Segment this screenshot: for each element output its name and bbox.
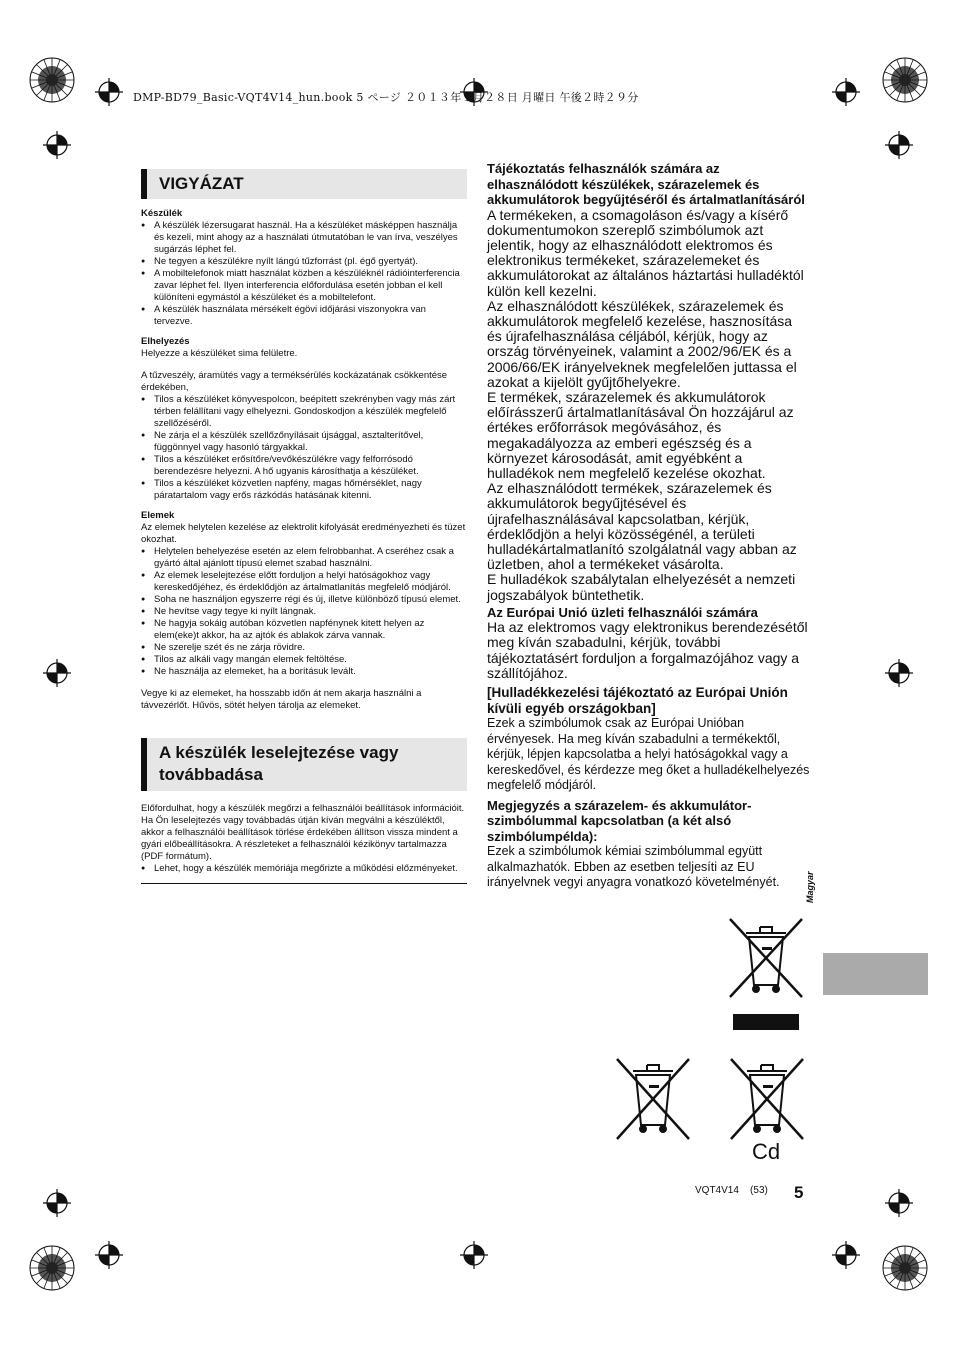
battery-heading: Elemek — [141, 510, 175, 521]
list-item: ● Soha ne használjon egyszerre régi és új, illetve különböző típusú elemet. — [141, 594, 467, 606]
info-paragraph: E termékek, szárazelemek és akkumulátorok előírásszerű ártalmatlanításával Ön hozzájárul az értékes erőforrások megóvásához, és megakadályozza az emberi egészség és a környezet károsodását, amit egyébként a hulladékok nem megfelelő kezelése okozhat. — [487, 388, 794, 481]
list-item: ● Lehet, hogy a készülék memóriája megőrizte a működési előzményeket. — [141, 863, 467, 875]
list-item: ● Tilos a készüléket közvetlen napfény, magas hőmérséklet, nagy páratartalom vagy erős rázkódás hatásának kitenni. — [141, 478, 467, 502]
info-paragraph: Az elhasználódott készülékek, szárazelemek és akkumulátorok megfelelő kezelése, hasznosítása és újrafelhasználása céljából, kérjük, hogy az ország törvényeinek, valamint a 2002/96/EK és a 2006/66/EK irányelveknek megfelelően juttassa el azokat a kijelölt gyűjtőhelyekre. — [487, 297, 797, 390]
page-reference: (53) — [750, 1185, 768, 1196]
language-tab — [823, 953, 928, 995]
page-number: 5 — [794, 1183, 804, 1202]
disposal-title: A készülék leselejtezése vagy továbbadása — [141, 738, 467, 791]
battery-outro: Vegye ki az elemeket, ha hosszabb időn át nem akarja használni a távvezérlőt. Hűvös, sötét helyen tárolja az elemeket. — [141, 688, 422, 711]
document-code: VQT4V14 — [695, 1185, 739, 1196]
list-item: ● Az elemek leselejtezése előtt forduljon a helyi hatóságokhoz vagy kereskedőjéhez, és érdeklődjön az ártalmatlanítás megfelelő módjáról. — [141, 570, 467, 594]
list-item: ● Tilos az alkáli vagy mangán elemek feltöltése. — [141, 654, 467, 666]
footer-code — [695, 1185, 768, 1196]
crossed-bin-icon — [726, 915, 806, 999]
placement-text: Helyezze a készüléket sima felületre. — [141, 348, 298, 359]
language-tab-label: Magyar — [805, 871, 815, 903]
list-item: ● Tilos a készüléket könyvespolcon, beépített szekrényben vagy más zárt térben felállítani vagy elhelyezni. Gondoskodjon a készülék megfelelő szellőzéséről. — [141, 394, 467, 430]
list-item: ● Ne zárja el a készülék szellőzőnyílásait újsággal, asztalterítővel, függönnyel vagy hasonló tárgyakkal. — [141, 430, 467, 454]
battery-symbol-heading: Megjegyzés a szárazelem- és akkumulátor-szimbólummal kapcsolatban (a két alsó szimbólumpélda): — [487, 797, 752, 844]
info-paragraph: Az elhasználódott termékek, szárazelemek és akkumulátorok begyűjtésével és újrafelhasználásával kapcsolatban, kérjük, érdeklődjön a helyi közösségénél, a területi hulladékártalmatlanító szolgálatnál vagy abban az üzletben, ahol a termékeket vásárolta. — [487, 480, 797, 573]
info-paragraph: A termékeken, a csomagoláson és/vagy a kísérő dokumentumokon szereplő szimbólumok azt jelentik, hogy az elhasználódott elektromos és elektronikus termékeket, szárazelemeket és akkumulátorokat az általános háztartási hulladéktól külön kell kezelni. — [487, 206, 804, 299]
cd-label: Cd — [752, 1139, 781, 1164]
non-eu-text: Ezek a szimbólumok csak az Európai Unióban érvényesek. Ha meg kíván szabadulni a termékektől, kérjük, lépjen kapcsolatba a helyi hatóságokkal vagy a kereskedővel, és kérdezze meg őket a hulladékelhelyezés megfelelő módjáról. — [487, 716, 810, 793]
fire-list — [141, 394, 467, 502]
print-header: DMP-BD79_Basic-VQT4V14_hun.book 5 ページ ２０１３年１月２８日 月曜日 午後２時２９分 — [133, 91, 639, 104]
battery-intro: Az elemek helytelen kezelése az elektrolit kifolyását eredményezheti és tüzet okozhat. — [141, 522, 466, 545]
divider — [141, 883, 467, 884]
list-item: ● Ne hevítse vagy tegye ki nyílt lángnak. — [141, 606, 467, 618]
crossed-bin-icon — [613, 1057, 693, 1141]
crossed-bin-icon — [727, 1057, 807, 1141]
list-item: ● Tilos a készüléket erősítőre/vevőkészülékre vagy felforrósodó berendezésre helyezni. A hő ugyanis károsíthatja a készüléket. — [141, 454, 467, 478]
eu-text: Ha az elektromos vagy elektronikus berendezésétől meg kíván szabadulni, kérjük, további tájékoztatásért forduljon a forgalmazójához vagy a szállítójához. — [487, 619, 808, 681]
disposal-text: Előfordulhat, hogy a készülék megőrzi a felhasználói beállítások információit. Ha Ön leselejtezés vagy továbbadás útján kíván megválni a készüléktől, akkor a felhasználói beállítások törlése érdekében állítson vissza mindent a gyári előbeállításokra. A részleteket a felhasználói kézikönyv tartalmazza (PDF formátum). — [141, 803, 465, 862]
non-eu-heading: [Hulladékkezelési tájékoztató az Európai Unión kívüli egyéb országokban] — [487, 685, 788, 716]
battery-list — [141, 546, 467, 678]
fire-intro: A tűzveszély, áramütés vagy a terméksérülés kockázatának csökkentése érdekében, — [141, 370, 448, 393]
battery-symbol-text: Ezek a szimbólumok kémiai szimbólummal együtt alkalmazhatók. Ebben az esetben teljesíti az EU irányelvnek vegyi anyagra vonatkozó követelményét. — [487, 844, 780, 890]
list-item: ● Helytelen behelyezése esetén az elem felrobbanhat. A cseréhez csak a gyártó által ajánlott típusú elemet szabad használni. — [141, 546, 467, 570]
list-item: ● Ne tegyen a készülékre nyílt lángú tűzforrást (pl. égő gyertyát). — [141, 256, 467, 268]
list-item: ● A mobiltelefonok miatt használat közben a készüléknél rádióinterferencia zavar léphet fel. Ilyen interferencia előfordulása esetén jobban el kell különíteni egymástól a készüléket és a mobiltelefont. — [141, 268, 467, 304]
caution-title: VIGYÁZAT — [141, 169, 467, 199]
solid-bar — [733, 1014, 799, 1030]
left-column — [141, 169, 467, 884]
info-heading: Tájékoztatás felhasználók számára az elhasználódott készülékek, szárazelemek és akkumulátorok begyűjtéséről és ártalmatlanításáról — [487, 161, 805, 207]
device-heading: Készülék — [141, 208, 183, 219]
eu-heading: Az Európai Unió üzleti felhasználói számára — [487, 604, 758, 620]
disposal-list — [141, 863, 467, 875]
info-paragraph: E hulladékok szabálytalan elhelyezését a nemzeti jogszabályok büntethetik. — [487, 571, 796, 603]
list-item: ● Ne szerelje szét és ne zárja rövidre. — [141, 642, 467, 654]
list-item: ● A készülék használata mérsékelt égövi időjárási viszonyokra van tervezve. — [141, 304, 467, 328]
device-list — [141, 220, 467, 328]
placement-heading: Elhelyezés — [141, 336, 190, 347]
list-item: ● A készülék lézersugarat használ. Ha a készüléket másképpen használja és kezeli, mint ahogy az a használati útmutatóban le van írva, veszélyes sugárzás léphet fel. — [141, 220, 467, 256]
list-item: ● Ne használja az elemeket, ha a borításuk levált. — [141, 666, 467, 678]
list-item: ● Ne hagyja sokáig autóban közvetlen napfénynek kitett helyen az elem(eke)t akkor, ha az ajtók és ablakok zárva vannak. — [141, 618, 467, 642]
right-column — [487, 161, 810, 891]
